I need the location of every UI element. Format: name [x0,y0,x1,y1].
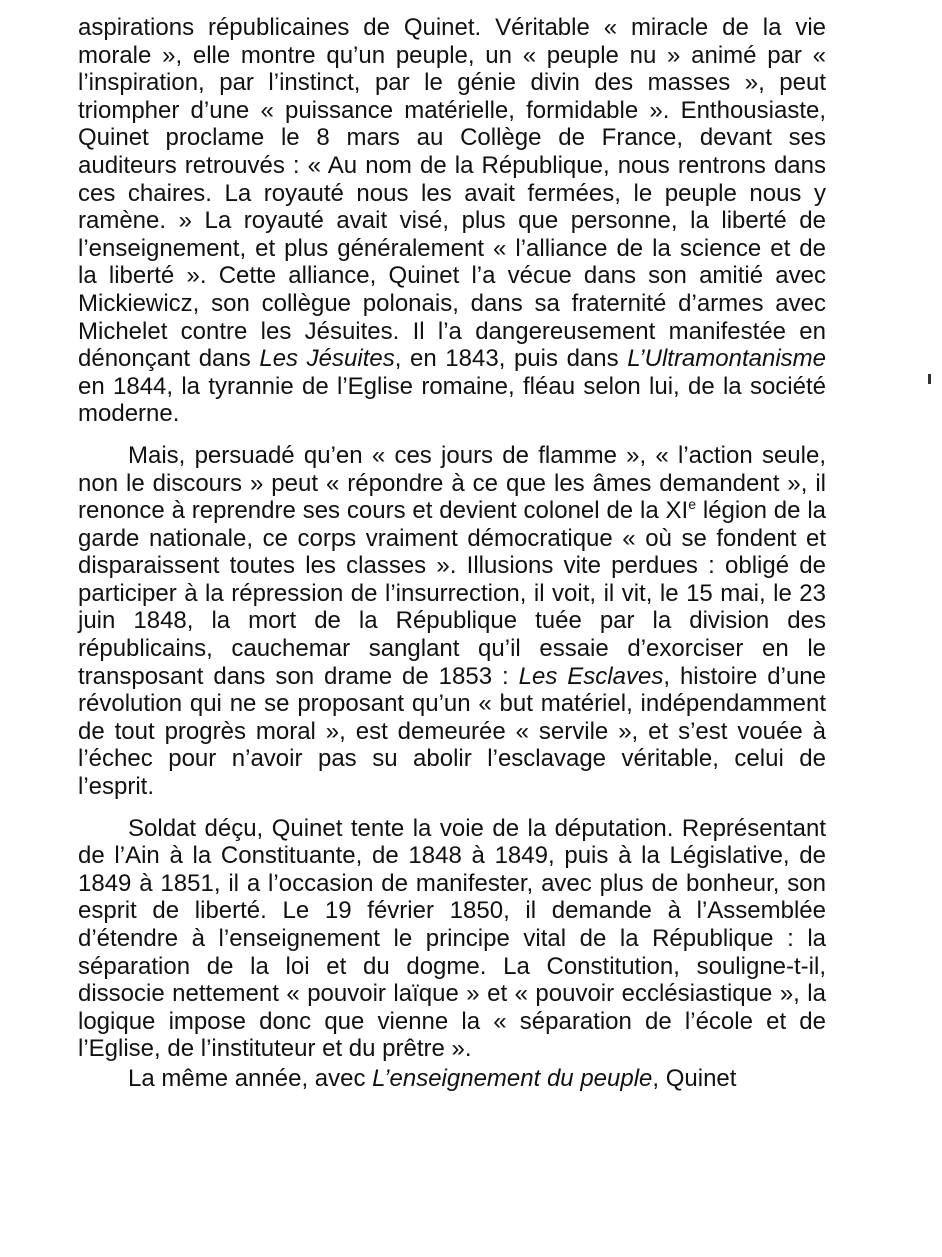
paragraph-1-text: , en 1843, puis dans [394,345,628,373]
paragraph-2-text: Mais, persuadé qu’en « ces jours de flamme », « l’action seule, non le discours » peut « répondre à ce que les âmes demandent », il renonce à reprendre ses cours et devient colonel de la XI [78,441,826,525]
paragraph-4-text: La même année, avec [128,1064,373,1092]
paragraph-2 [78,442,826,801]
paragraph-3-text: Soldat déçu, Quinet tente la voie de la députation. Représentant de l’Ain à la Constituante, de 1848 à 1849, puis à la Législative, de 1849 à 1851, il a l’occasion de manifester, avec plus de bonheur, son esprit de liberté. Le 19 février 1850, il demande à l’Assemblée d’étendre à l’enseignement le principe vital de la République : la séparation de la loi et du dogme. La Constitution, souligne-t-il, dissocie nettement « pouvoir laïque » et « pouvoir ecclésiastique », la logique impose donc que vienne la « séparation de l’école et de l’Eglise, de l’instituteur et du prêtre ». [78,814,826,1063]
paragraph-3 [78,815,826,1063]
book-title-les-esclaves: Les Esclaves [518,662,664,690]
paragraph-4-text: , Quinet [652,1064,737,1092]
book-title-enseignement-du-peuple: L’enseignement du peuple [372,1064,653,1092]
paragraph-2-text: légion de la garde nationale, ce corps vraiment démocratique « où se fondent et disparaissent toutes les classes ». Illusions vite perdues : obligé de participer à la répression de l’insurrection, il voit, il vit, le 15 mai, le 23 juin 1848, la mort de la République tuée par la division des républicains, cauchemar sanglant qu’il essaie d’exorciser en le transposant dans son drame de 1853 : [78,497,827,690]
document-page [78,14,826,1093]
book-title-les-jesuites: Les Jésuites [259,345,395,373]
book-title-ultramontanisme: L’Ultramontanisme [627,345,826,373]
paragraph-2-text: , histoire d’une révolution qui ne se proposant qu’un « but matériel, indépendamment de tout progrès moral », est demeurée « servile », et s’est vouée à l’échec pour n’avoir pas su abolir l’esclavage véritable, celui de l’esprit. [78,662,826,801]
paragraph-1 [78,14,826,428]
paragraph-4 [78,1065,826,1093]
margin-mark [928,374,931,384]
paragraph-1-text: en 1844, la tyrannie de l’Eglise romaine, fléau selon lui, de la société moderne. [78,372,826,428]
paragraph-1-text: aspirations républicaines de Quinet. Véritable « miracle de la vie morale », elle montre qu’un peuple, un « peuple nu » animé par « l’inspiration, par l’instinct, par le génie divin des masses », peut triompher d’une « puissance matérielle, formidable ». Enthousiaste, Quinet proclame le 8 mars au Collège de France, devant ses auditeurs retrouvés : « Au nom de la République, nous rentrons dans ces chaires. La royauté nous les avait fermées, le peuple nous y ramène. » La royauté avait visé, plus que personne, la liberté de l’enseignement, et plus généralement « l’alliance de la science et de la liberté ». Cette alliance, Quinet l’a vécue dans son amitié avec Mickiewicz, son collègue polonais, dans sa fraternité d’armes avec Michelet contre les Jésuites. Il l’a dangereusement manifestée en dénonçant dans [78,14,826,373]
ordinal-superscript: e [688,496,697,513]
